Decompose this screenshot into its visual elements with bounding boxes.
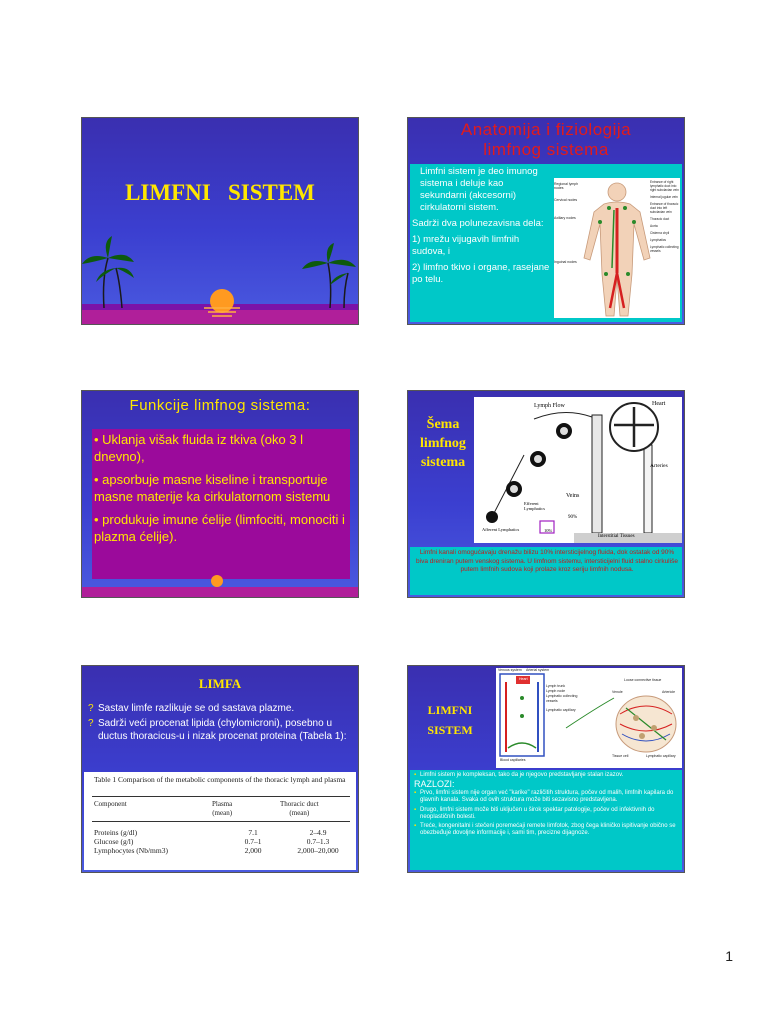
bullet-square-icon: ▪: [414, 772, 417, 778]
slide2-title-line2: limfnog sistema: [483, 140, 609, 159]
comparison-table: [84, 772, 356, 870]
fig-label-inguinal: Inguinal nodes: [554, 260, 577, 264]
slide-funkcije: [81, 390, 359, 598]
table-row: [94, 837, 352, 846]
table-cell: 2,000–20,000: [297, 846, 339, 855]
fig6-label-capillary: Lymphatic capillary: [546, 708, 576, 712]
slide5-bullets: [88, 702, 354, 743]
fig6-label-collecting: Lymphatic collecting vessels: [546, 694, 578, 703]
slide3-title: Funkcije limfnog sistema:: [129, 397, 311, 414]
table-cell: Lymphocytes (Nb/mm3): [94, 846, 168, 855]
lymph-flow-svg: [474, 397, 682, 543]
lymph-flow-diagram: [474, 397, 682, 543]
fig6-label-loose: Loose connective tissue: [624, 678, 662, 682]
label-10pct: 10%: [544, 528, 553, 533]
slide6-point: [414, 807, 678, 821]
table-row: [94, 846, 352, 855]
fig-label-right: [650, 180, 680, 253]
fig-label-cervical: Cervical nodes: [554, 198, 578, 202]
table-cell: 0.7–1: [244, 837, 262, 846]
fig-label-thoracic-entrance: Entrance of thoracic duct into left subclavian vein: [650, 202, 679, 214]
lymphatic-body-illustration: [554, 178, 680, 318]
slide3-bullet-text: Uklanja višak fluida iz tkiva (oko 3 l dnevno),: [94, 432, 304, 464]
slide6-point-text: Treće, kongenitalni i stečeni poremećaji remete limfotok, zbog čega kliničko ispitivanje obično se obezbeđuje dovoljne informacije i, sami tim, precizne dijagnoze.: [420, 823, 676, 837]
slide4-title: [412, 415, 474, 472]
slide6-intro: Limfni sistem je kompleksan, tako da je njegovo predstavljanje stalan izazov.: [420, 772, 624, 778]
slide2-title-line1: Anatomija i fiziologija: [460, 120, 632, 139]
slide6-title-line2: SISTEM: [427, 723, 473, 737]
slide3-bullet: • Uklanja višak fluida iz tkiva (oko 3 l dnevno),: [94, 432, 304, 464]
slide2-title: [408, 120, 684, 160]
page-number: 1: [725, 948, 733, 964]
table-header-plasma: Plasma (mean): [212, 800, 233, 817]
slide5-title: LIMFA: [198, 676, 242, 691]
slide2-text: [412, 166, 552, 286]
slide6-point-text: Drugo, limfni sistem može biti uključen u širok spektar patologije, počev od infektivnih do neoplastičnih bolesti.: [420, 806, 655, 820]
label-heart: Heart: [652, 401, 666, 407]
slide-limfni-sistem-razlozi: [407, 665, 685, 873]
slide3-bullet: • produkuje imune ćelije (limfociti, monociti i plazma ćelije).: [94, 512, 345, 544]
table-body: [94, 828, 352, 855]
slide5-bullet-text: Sastav limfe razlikuje se od sastava plazme.: [98, 703, 295, 714]
fig-label-axillary: Axillary nodes: [554, 216, 576, 220]
bullet-marker: ?: [88, 703, 94, 714]
fig6-label-arteriole: Arteriole: [662, 690, 676, 694]
table-caption: Table 1 Comparison of the metabolic components of the thoracic lymph and plasma: [94, 775, 346, 784]
slide-sema: [407, 390, 685, 598]
sunset-scene: [82, 118, 358, 324]
table-rule: [92, 796, 350, 797]
fig-label-regional: Regional lymph nodes: [554, 182, 579, 190]
bullet-marker: ?: [88, 718, 94, 729]
table-row: [94, 828, 352, 837]
bullet-square-icon: ▪: [414, 790, 417, 797]
table-cell: 7.1: [248, 828, 258, 837]
table-cell: 0.7–1.3: [306, 837, 330, 846]
table-rule: [92, 821, 350, 822]
fig6-label-venous: Venous system: [498, 668, 522, 672]
slide2-item2: 2) limfno tkivo i organe, rasejane po telu.: [412, 262, 550, 285]
fig-label-lymphatics: Lymphatics: [650, 238, 667, 242]
fig6-label-heart: Heart: [519, 677, 528, 681]
fig6-labels-mid: [546, 684, 578, 713]
slide6-text: [414, 772, 678, 837]
fig6-label-lymph-cap: Lymphatic capillary: [646, 754, 676, 758]
slide2-para2: Sadrži dva polunezavisna dela:: [412, 218, 544, 229]
table-cell: Glucose (g/l): [94, 837, 134, 846]
slide5-bullet: [88, 702, 354, 715]
slide6-intro-row: [414, 772, 678, 779]
fig6-label-tissue-cell: Tissue cell: [612, 754, 629, 758]
slide6-point-text: Prvo, limfni sistem nije organ već "karike" različitih struktura, počev od malih, limfnih kapilara do glavnih kanala. Svaka od ovih struktura može biti sezavisno predstavljena.: [420, 790, 674, 804]
slide5-bullet-text: Sadrži veći procenat lipida (chylomicroni), posebno u ductus thoracicus-u i nizak procenat proteina (Tabela 1):: [98, 718, 347, 742]
label-afferent: Afferent Lymphatics: [482, 527, 520, 532]
label-interstitial: Interstitial Tissues: [598, 534, 635, 539]
table-cell: 2,000: [244, 846, 262, 855]
fig-label-jugular: Internal jugular vein: [650, 195, 678, 199]
slide3-bullet-text: apsorbuje masne kiseline i transportuje masne materije ka cirkulatornom sistemu: [94, 472, 331, 504]
slide-limfa: [81, 665, 359, 873]
label-efferent: Efferent Lymphatics: [524, 501, 545, 511]
label-veins: Veins: [566, 493, 580, 499]
fig6-label-node: Lymph node: [546, 689, 566, 693]
fig-label-right-duct: Entrance of right lymphatic duct into right subclavian vein: [650, 180, 679, 192]
fig6-label-blood-cap: Blood capillaries: [500, 758, 526, 762]
slide2-para1: Limfni sistem je deo imunog sistema i deluje kao sekundarni (akcesorni) cirkulatorni sistem.: [420, 166, 538, 213]
slide6-title: [414, 700, 486, 740]
slide5-bullet: [88, 717, 354, 743]
table-cell: 2–4.9: [309, 828, 327, 837]
bullet-square-icon: ▪: [414, 823, 417, 830]
fig6-label-trunk: Lymph trunk: [546, 684, 566, 688]
slide4-title-line1: Šema: [426, 417, 460, 432]
label-lymph-flow: Lymph Flow: [534, 403, 565, 409]
table-header-thoracic: Thoracic duct (mean): [280, 800, 319, 817]
slide4-title-line3: sistema: [420, 455, 466, 470]
slide4-title-line2: limfnog: [420, 436, 466, 451]
slide6-point: [414, 823, 678, 837]
table-cell: Proteins (g/dl): [94, 828, 138, 837]
slide2-item1: 1) mrežu vijugavih limfnih sudova, i: [412, 234, 520, 257]
slide6-razlozi: RAZLOZI:: [414, 779, 455, 790]
bullet-square-icon: ▪: [414, 806, 417, 813]
slide3-bullet-text: produkuje imune ćelije (limfociti, monociti i plazma ćelije).: [94, 512, 345, 544]
slide-anatomija: [407, 117, 685, 325]
fig-label-left: [554, 182, 580, 264]
fig6-label-venule: Venule: [612, 690, 623, 694]
slide3-bullets: [94, 431, 348, 545]
fig-label-collecting: Lymphatic collecting vessels: [650, 245, 679, 253]
fig-label-thoracic-duct: Thoracic duct: [650, 217, 670, 221]
fig-label-aorta: Aorta: [650, 224, 658, 228]
table-header-component: Component: [94, 800, 127, 808]
slide1-title: LIMFNI SISTEM: [125, 180, 315, 205]
label-90pct: 90%: [568, 515, 578, 520]
slide3-bullet: • apsorbuje masne kiseline i transportuje masne materije ka cirkulatornom sistemu: [94, 472, 331, 504]
label-arteries: Arteries: [650, 463, 668, 469]
lymph-vessels-svg: [496, 668, 682, 768]
fig6-label-arterial: Arterial system: [526, 668, 550, 672]
slide4-caption: Limfni kanali omogućavaju drenažu bilizu 10% intersticijelnog fluida, dok ostatak od 90% biva dreniran putem venskog sistema. U limfnom sistemu, intersticijelni fluid stalno cirkuliše putem limfnih sudova koji prolaze kroz seriju limfnih nodusa.: [416, 549, 678, 573]
fig-label-cisterna: Cisterna chyli: [650, 231, 670, 235]
slide6-title-line1: LIMFNI: [427, 703, 473, 717]
slide-limfni-sistem-title: [81, 117, 359, 325]
lymph-vessels-illustration: [496, 668, 682, 768]
slide6-point: [414, 790, 678, 804]
